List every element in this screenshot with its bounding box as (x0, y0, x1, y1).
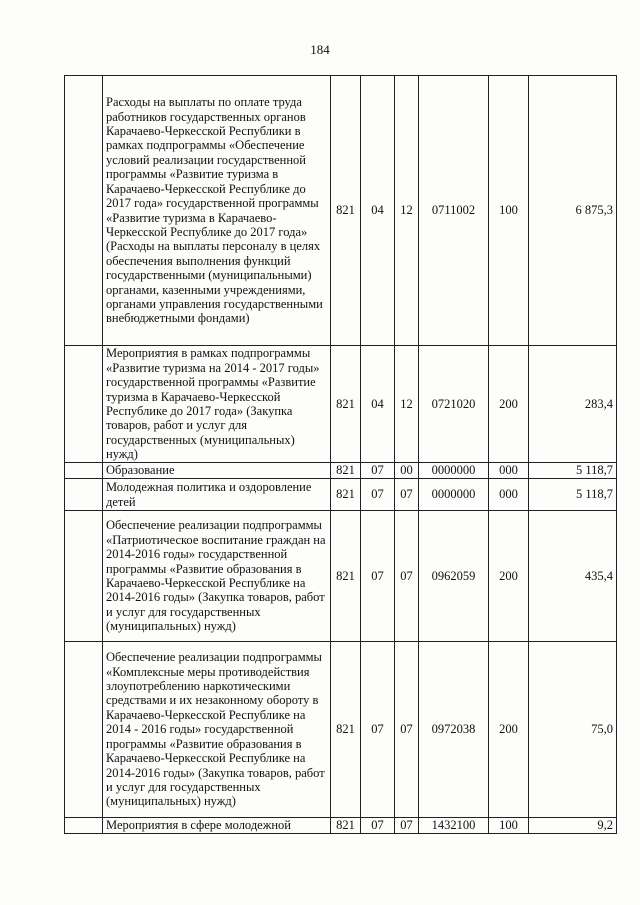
section-code-cell: 07 (361, 479, 395, 511)
table-row (65, 818, 617, 834)
target-article-cell: 0972038 (419, 642, 489, 818)
table-row (65, 346, 617, 463)
target-article-cell: 0721020 (419, 346, 489, 463)
target-article-cell: 0711002 (419, 76, 489, 346)
subsection-code-cell: 12 (395, 76, 419, 346)
table-row (65, 511, 617, 642)
amount-cell: 6 875,3 (529, 76, 617, 346)
amount-cell: 283,4 (529, 346, 617, 463)
row-number-cell (65, 818, 103, 834)
expense-type-cell: 200 (489, 511, 529, 642)
row-number-cell (65, 511, 103, 642)
ministry-code-cell: 821 (331, 511, 361, 642)
budget-table (64, 75, 617, 834)
amount-cell: 5 118,7 (529, 479, 617, 511)
amount-cell: 75,0 (529, 642, 617, 818)
table-row (65, 463, 617, 479)
expense-type-cell: 100 (489, 76, 529, 346)
subsection-code-cell: 00 (395, 463, 419, 479)
subsection-code-cell: 07 (395, 818, 419, 834)
ministry-code-cell: 821 (331, 463, 361, 479)
amount-cell: 435,4 (529, 511, 617, 642)
target-article-cell: 0000000 (419, 479, 489, 511)
description-cell: Молодежная политика и оздоровление детей (103, 479, 331, 511)
expense-type-cell: 200 (489, 346, 529, 463)
description-cell: Мероприятия в сфере молодежной (103, 818, 331, 834)
description-cell: Мероприятия в рамках подпрограммы «Развитие туризма на 2014 - 2017 годы» государственной программы «Развитие туризма в Карачаево-Черкесской Республике до 2017 года» (Закупка товаров, работ и услуг для государственных (муниципальных) нужд) (103, 346, 331, 463)
ministry-code-cell: 821 (331, 76, 361, 346)
expense-type-cell: 200 (489, 642, 529, 818)
ministry-code-cell: 821 (331, 346, 361, 463)
row-number-cell (65, 76, 103, 346)
description-cell: Обеспечение реализации подпрограммы «Патриотическое воспитание граждан на 2014-2016 годы» государственной программы «Развитие образования в Карачаево-Черкесской Республике на 2014-2016 годы» (Закупка товаров, работ и услуг для государственных (муниципальных) нужд) (103, 511, 331, 642)
section-code-cell: 07 (361, 818, 395, 834)
subsection-code-cell: 07 (395, 642, 419, 818)
page-number: 184 (310, 42, 330, 57)
section-code-cell: 07 (361, 511, 395, 642)
expense-type-cell: 000 (489, 479, 529, 511)
table-row (65, 642, 617, 818)
target-article-cell: 1432100 (419, 818, 489, 834)
subsection-code-cell: 12 (395, 346, 419, 463)
row-number-cell (65, 479, 103, 511)
description-cell: Расходы на выплаты по оплате труда работников государственных органов Карачаево-Черкесской Республики в рамках подпрограммы «Обеспечение условий реализации государственной программы «Развитие туризма в Карачаево-Черкесской Республике до 2017 года» государственной программы «Развитие туризма в Карачаево-Черкесской Республике до 2017 года» (Расходы на выплаты персоналу в целях обеспечения выполнения функций государственными (муниципальными) органами, казенными учреждениями, органами управления государственными внебюджетными фондами) (103, 76, 331, 346)
ministry-code-cell: 821 (331, 642, 361, 818)
section-code-cell: 07 (361, 463, 395, 479)
amount-cell: 5 118,7 (529, 463, 617, 479)
description-cell: Обеспечение реализации подпрограммы «Комплексные меры противодействия злоупотреблению наркотическими средствами и их незаконному обороту в Карачаево-Черкесской Республике на 2014 - 2016 годы» государственной программы «Развитие образования в Карачаево-Черкесской Республике на 2014-2016 годы» (Закупка товаров, работ и услуг для государственных (муниципальных) нужд) (103, 642, 331, 818)
section-code-cell: 04 (361, 76, 395, 346)
subsection-code-cell: 07 (395, 479, 419, 511)
ministry-code-cell: 821 (331, 818, 361, 834)
subsection-code-cell: 07 (395, 511, 419, 642)
amount-cell: 9,2 (529, 818, 617, 834)
expense-type-cell: 000 (489, 463, 529, 479)
row-number-cell (65, 346, 103, 463)
ministry-code-cell: 821 (331, 479, 361, 511)
row-number-cell (65, 642, 103, 818)
section-code-cell: 07 (361, 642, 395, 818)
table-row (65, 479, 617, 511)
target-article-cell: 0000000 (419, 463, 489, 479)
expense-type-cell: 100 (489, 818, 529, 834)
section-code-cell: 04 (361, 346, 395, 463)
row-number-cell (65, 463, 103, 479)
description-cell: Образование (103, 463, 331, 479)
table-row (65, 76, 617, 346)
target-article-cell: 0962059 (419, 511, 489, 642)
